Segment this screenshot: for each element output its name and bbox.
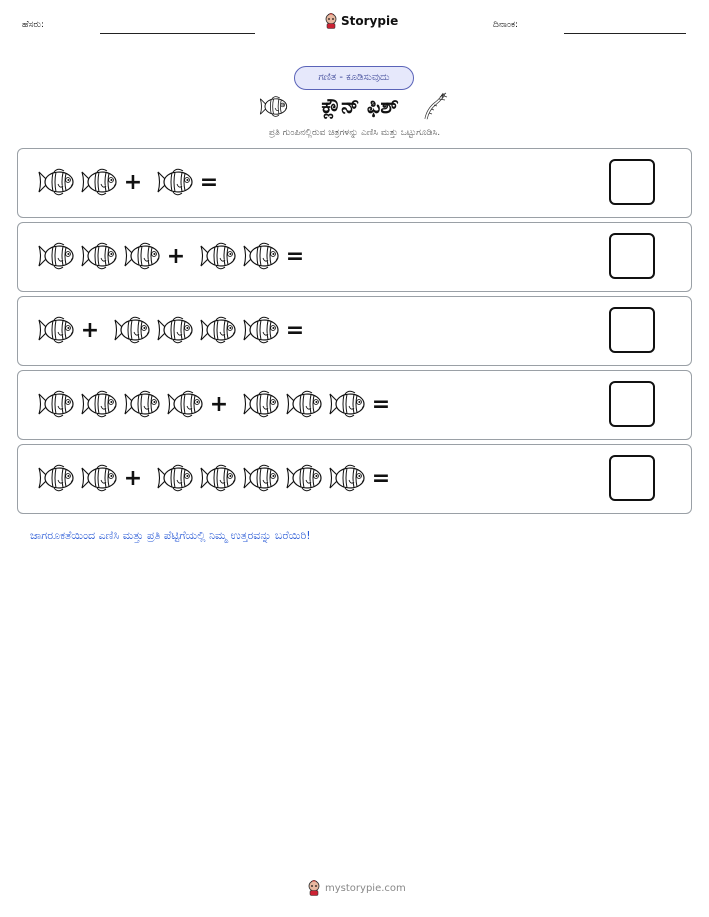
clownfish-icon xyxy=(241,462,281,494)
footer xyxy=(307,880,406,896)
clownfish-icon xyxy=(36,166,76,198)
plus-sign: + xyxy=(80,318,100,343)
clownfish-icon xyxy=(241,314,281,346)
equals-sign: = xyxy=(199,170,219,195)
clownfish-icon xyxy=(36,462,76,494)
clownfish-icon xyxy=(258,94,289,119)
plus-sign: + xyxy=(166,244,186,269)
clownfish-icon xyxy=(36,388,76,420)
clownfish-icon xyxy=(122,240,162,272)
plus-sign: + xyxy=(209,392,229,417)
answer-box[interactable] xyxy=(609,233,655,279)
clownfish-icon xyxy=(36,314,76,346)
clownfish-icon xyxy=(198,314,238,346)
instructions: ಪ್ರತಿ ಗುಂಪಿನಲ್ಲಿರುವ ಚಿತ್ರಗಳನ್ನು ಎಣಿಸಿ ಮತ್ತು ಒಟ್ಟುಗೂಡಿಸಿ. xyxy=(268,128,441,138)
name-label: ಹೆಸರು: xyxy=(22,20,45,30)
clownfish-icon xyxy=(155,314,195,346)
clownfish-icon xyxy=(155,166,195,198)
clownfish-icon xyxy=(79,388,119,420)
date-label: ದಿನಾಂಕ: xyxy=(493,20,519,30)
answer-box[interactable] xyxy=(609,381,655,427)
equals-sign: = xyxy=(371,392,391,417)
clownfish-icon xyxy=(122,388,162,420)
equals-sign: = xyxy=(371,466,391,491)
date-line xyxy=(564,33,686,34)
equals-sign: = xyxy=(285,318,305,343)
clownfish-icon xyxy=(198,462,238,494)
clownfish-icon xyxy=(198,240,238,272)
clownfish-icon xyxy=(284,462,324,494)
problem-row xyxy=(17,148,692,218)
problem-row xyxy=(17,222,692,292)
brand-name: Storypie xyxy=(341,14,399,28)
problem-row xyxy=(17,444,692,514)
clownfish-icon xyxy=(79,166,119,198)
clownfish-icon xyxy=(155,462,195,494)
subject-badge: ಗಣಿತ - ಕೂಡಿಸುವುದು xyxy=(294,66,414,90)
clownfish-icon xyxy=(284,388,324,420)
name-line xyxy=(100,33,255,34)
problem-row xyxy=(17,296,692,366)
answer-box[interactable] xyxy=(609,307,655,353)
mascot-icon xyxy=(307,880,321,896)
equals-sign: = xyxy=(285,244,305,269)
clownfish-icon xyxy=(112,314,152,346)
brand-logo xyxy=(324,13,398,29)
clownfish-icon xyxy=(79,462,119,494)
clownfish-icon xyxy=(241,388,281,420)
footer-site: mystorypie.com xyxy=(325,882,406,894)
plus-sign: + xyxy=(123,170,143,195)
page-title: ಕ್ಲೌನ್ ಫಿಶ್ xyxy=(321,94,399,118)
worksheet-header xyxy=(0,0,709,48)
clownfish-icon xyxy=(327,462,367,494)
clownfish-icon xyxy=(327,388,367,420)
plus-sign: + xyxy=(123,466,143,491)
title-row xyxy=(0,90,709,122)
clownfish-icon xyxy=(165,388,205,420)
clownfish-icon xyxy=(241,240,281,272)
clownfish-icon xyxy=(36,240,76,272)
answer-box[interactable] xyxy=(609,159,655,205)
anemone-icon xyxy=(422,91,448,121)
problem-row xyxy=(17,370,692,440)
footer-note: ಜಾಗರೂಕತೆಯಿಂದ ಎಣಿಸಿ ಮತ್ತು ಪ್ರತಿ ಪೆಟ್ಟಿಗೆಯಲ್ಲಿ ನಿಮ್ಮ ಉತ್ತರವನ್ನು ಬರೆಯಿರಿ! xyxy=(30,529,311,542)
answer-box[interactable] xyxy=(609,455,655,501)
mascot-icon xyxy=(324,13,338,29)
clownfish-icon xyxy=(79,240,119,272)
